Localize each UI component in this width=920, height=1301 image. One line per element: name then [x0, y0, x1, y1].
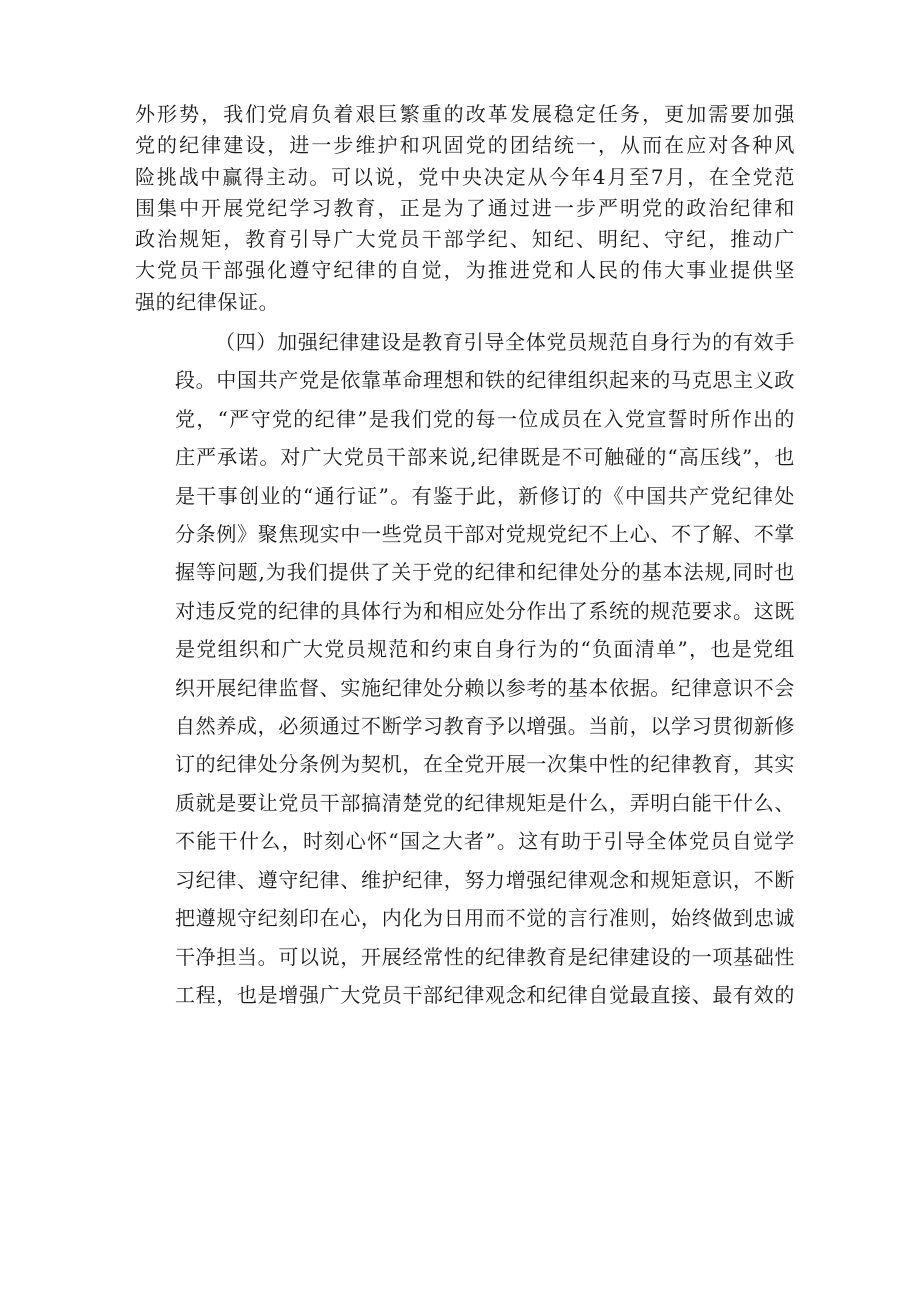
text-line: 党的纪律建设，进一步维护和巩固党的团结统一，从而在应对各种风: [135, 133, 795, 158]
paragraph-2: [135, 323, 795, 1014]
text-line: 把遵规守纪刻印在心，内化为日用而不觉的言行准则，始终做到忠诚: [175, 906, 795, 931]
text-line: 不能干什么，时刻心怀“国之大者”。这有助于引导全体党员自觉学: [175, 829, 795, 854]
text-line: 握等问题,为我们提供了关于党的纪律和纪律处分的基本法规,同时也: [175, 560, 795, 585]
text-line: 险挑战中赢得主动。可以说，党中央决定从今年4月至7月，在全党范: [135, 164, 795, 189]
text-line: 外形势，我们党肩负着艰巨繁重的改革发展稳定任务，更加需要加强: [135, 102, 795, 126]
text-line: 自然养成，必须通过不断学习教育予以增强。当前，以学习贯彻新修: [175, 714, 795, 739]
text-line: 政治规矩，教育引导广大党员干部学纪、知纪、明纪、守纪，推动广: [135, 227, 795, 252]
text-line: 对违反党的纪律的具体行为和相应处分作出了系统的规范要求。这既: [175, 598, 795, 623]
text-line: 习纪律、遵守纪律、维护纪律，努力增强纪律观念和规矩意识，不断: [175, 867, 795, 892]
text-line: 庄严承诺。对广大党员干部来说,纪律既是不可触碰的“高压线”，也: [175, 445, 795, 470]
text-line: 分条例》聚焦现实中一些党员干部对党规党纪不上心、不了解、不掌: [175, 522, 795, 547]
text-line: 围集中开展党纪学习教育，正是为了通过进一步严明党的政治纪律和: [135, 195, 795, 220]
text-line: 段。中国共产党是依靠革命理想和铁的纪律组织起来的马克思主义政: [175, 368, 795, 393]
text-line: 织开展纪律监督、实施纪律处分赖以参考的基本依据。纪律意识不会: [175, 675, 795, 700]
text-line: 强的纪律保证。: [135, 289, 280, 314]
text-line: 质就是要让党员干部搞清楚党的纪律规矩是什么，弄明白能干什么、: [175, 790, 795, 815]
text-line: 是党组织和广大党员规范和约束自身行为的“负面清单”，也是党组: [175, 637, 795, 662]
text-line: 是干事创业的“通行证”。有鉴于此，新修订的《中国共产党纪律处: [175, 483, 795, 508]
text-line: 订的纪律处分条例为契机，在全党开展一次集中性的纪律教育，其实: [175, 752, 795, 777]
text-line: 工程，也是增强广大党员干部纪律观念和纪律自觉最直接、最有效的: [175, 982, 795, 1007]
text-line: 党，“严守党的纪律”是我们党的每一位成员在入党宣誓时所作出的: [175, 406, 795, 431]
text-line-indented: （四）加强纪律建设是教育引导全体党员规范自身行为的有效手: [215, 330, 795, 354]
text-line: 干净担当。可以说，开展经常性的纪律教育是纪律建设的一项基础性: [175, 944, 795, 969]
text-line: 大党员干部强化遵守纪律的自觉，为推进党和人民的伟大事业提供坚: [135, 258, 795, 283]
paragraph-1: [135, 99, 795, 318]
